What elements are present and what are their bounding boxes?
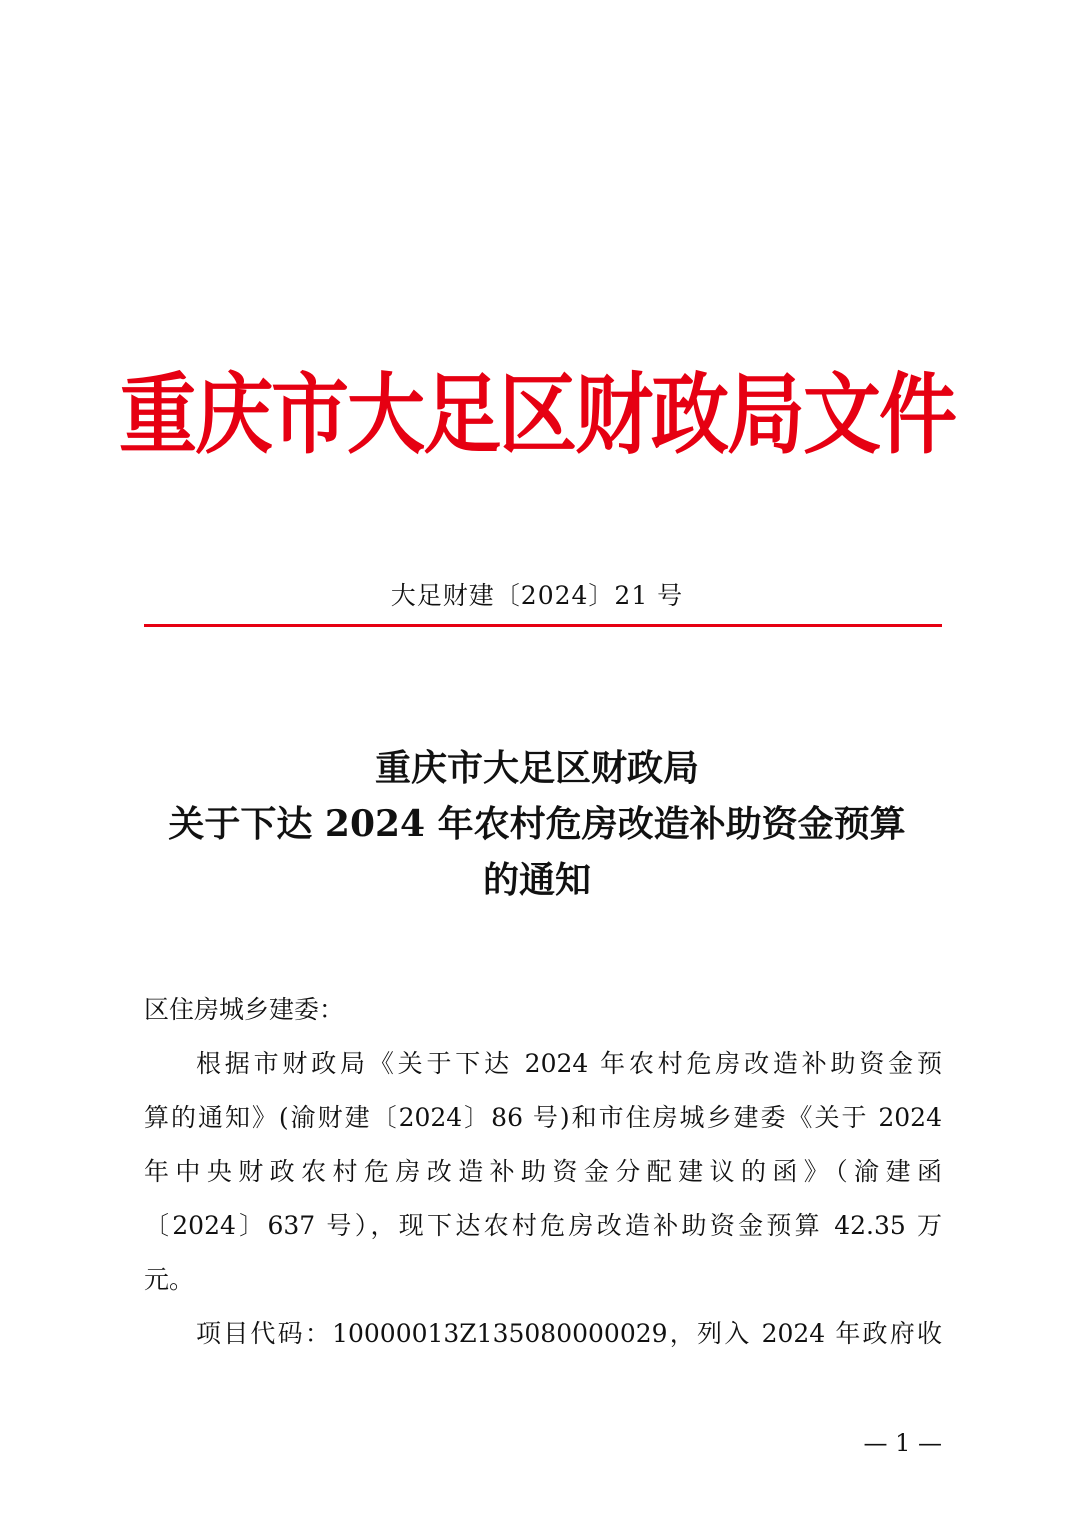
body-line-5: 元。	[144, 1265, 195, 1294]
salutation: 区住房城乡建委：	[144, 995, 345, 1024]
title-line-1: 重庆市大足区财政局	[374, 747, 699, 789]
body-line-3: 年中央财政农村危房改造补助资金分配建议的函》（渝建函	[144, 1157, 942, 1186]
notice-body	[144, 983, 942, 1361]
body-line-2: 算的通知》(渝财建〔2024〕86 号)和市住房城乡建委《关于 2024	[144, 1103, 942, 1132]
body-line-6: 项目代码：10000013Z135080000029，列入 2024 年政府收	[196, 1319, 942, 1348]
masthead-title: 重庆市大足区财政局文件	[118, 364, 955, 467]
notice-title	[0, 740, 1074, 908]
body-line-4: 〔2024〕637 号），现下达农村危房改造补助资金预算 42.35 万	[144, 1211, 942, 1240]
body-line-1: 根据市财政局《关于下达 2024 年农村危房改造补助资金预	[196, 1049, 942, 1078]
title-line-3: 的通知	[482, 859, 591, 901]
page-number: — 1 —	[863, 1429, 942, 1457]
title-line-2: 关于下达 2024 年农村危房改造补助资金预算	[168, 803, 906, 845]
red-divider-line	[144, 624, 942, 627]
document-number: 大足财建〔2024〕21 号	[390, 581, 684, 610]
